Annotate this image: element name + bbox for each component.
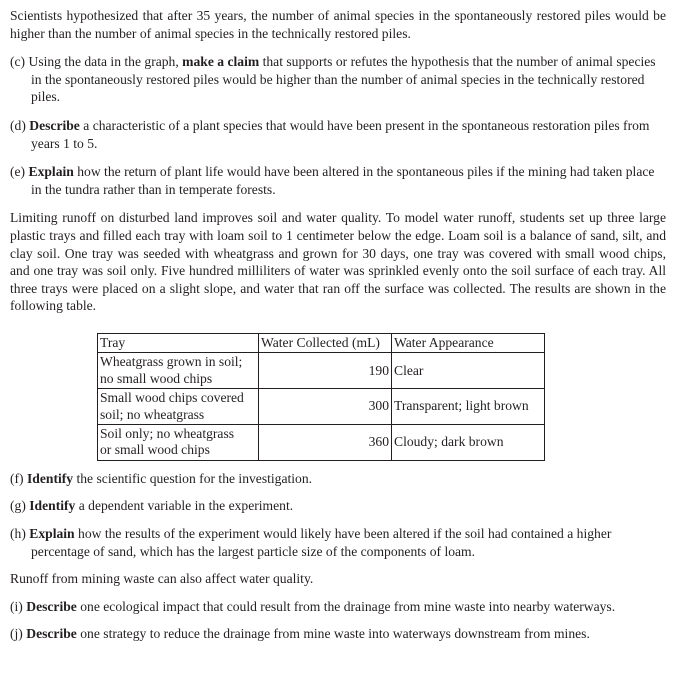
question-j xyxy=(10,625,666,643)
question-h xyxy=(10,525,666,560)
question-j-verb: Describe xyxy=(26,626,77,642)
tray-line: soil; no wheatgrass xyxy=(100,406,205,422)
table-header-row xyxy=(98,333,545,352)
question-j-text: one strategy to reduce the drainage from mine waste into waterways downstream from mines. xyxy=(80,626,590,642)
tray-line: Wheatgrass grown in soil; xyxy=(100,354,243,370)
question-f-verb: Identify xyxy=(27,470,74,486)
cell-water-appearance: Transparent; light brown xyxy=(392,389,545,425)
question-c-verb: make a claim xyxy=(182,54,260,70)
cell-water-appearance: Clear xyxy=(392,353,545,389)
question-e-verb: Explain xyxy=(28,164,74,180)
cell-tray xyxy=(98,389,259,425)
header-tray: Tray xyxy=(98,333,259,352)
runoff-paragraph: Limiting runoff on disturbed land improves soil and water quality. To model water runoff, students set up three large plastic trays and filled each tray with loam soil to 1 centimeter below the edge. Loam soil is a balance of sand, silt, and clay soil. One tray was seeded with wheatgrass and grown for 30 days, one tray was covered with small wood chips, and one tray was soil only. Five hundred milliliters of water was sprinkled evenly onto the soil surface of each tray. All three trays were placed on a slight slope, and water that ran off the surface was collected. The results are shown in the following table. xyxy=(10,210,666,314)
question-g-label: (g) xyxy=(10,498,26,514)
question-j-label: (j) xyxy=(10,626,23,642)
question-e xyxy=(10,163,666,198)
tray-line: or small wood chips xyxy=(100,442,210,458)
question-i xyxy=(10,598,666,616)
runoff-results-table xyxy=(97,333,545,461)
question-d-verb: Describe xyxy=(29,117,80,133)
question-e-text: how the return of plant life would have been altered in the spontaneous piles if the mining had taken place in the tundra rather than in temperate forests. xyxy=(31,164,655,197)
question-c-text: that supports or refutes the hypothesis that the number of animal species in the spontaneously restored piles would be higher than the number of animal species in the technically restored piles. xyxy=(31,54,656,105)
header-water-appearance: Water Appearance xyxy=(392,333,545,352)
tray-line: Small wood chips covered xyxy=(100,390,244,406)
cell-tray xyxy=(98,353,259,389)
table-row xyxy=(98,389,545,425)
question-i-verb: Describe xyxy=(26,598,77,614)
question-h-label: (h) xyxy=(10,525,26,541)
question-f-text: the scientific question for the investigation. xyxy=(76,470,313,486)
cell-water-collected: 360 xyxy=(259,424,392,460)
tray-line: no small wood chips xyxy=(100,370,213,386)
header-water-collected: Water Collected (mL) xyxy=(259,333,392,352)
question-d-text: a characteristic of a plant species that would have been present in the spontaneous restoration piles from years 1 to 5. xyxy=(31,117,650,151)
cell-water-collected: 300 xyxy=(259,389,392,425)
question-i-text: one ecological impact that could result from the drainage from mine waste into nearby waterways. xyxy=(80,598,616,614)
tray-line: Soil only; no wheatgrass xyxy=(100,425,235,441)
cell-water-collected: 190 xyxy=(259,353,392,389)
question-c xyxy=(10,53,666,106)
document-page xyxy=(10,7,666,643)
cell-water-appearance: Cloudy; dark brown xyxy=(392,424,545,460)
question-g-verb: Identify xyxy=(29,498,76,514)
question-c-lead: Using the data in the graph, xyxy=(28,54,179,70)
question-f xyxy=(10,470,666,488)
cell-tray xyxy=(98,424,259,460)
question-h-verb: Explain xyxy=(29,525,75,541)
question-c-label: (c) xyxy=(10,54,26,70)
question-d xyxy=(10,117,666,152)
question-h-text: how the results of the experiment would likely have been altered if the soil had contained a higher percentage of sand, which has the largest particle size of the components of loam. xyxy=(31,525,612,559)
question-f-label: (f) xyxy=(10,470,24,486)
question-i-label: (i) xyxy=(10,598,23,614)
question-e-label: (e) xyxy=(10,164,26,180)
table-row xyxy=(98,353,545,389)
question-g xyxy=(10,497,666,515)
mining-paragraph: Runoff from mining waste can also affect water quality. xyxy=(10,571,314,587)
table-row xyxy=(98,424,545,460)
question-g-text: a dependent variable in the experiment. xyxy=(78,498,294,514)
hypothesis-paragraph: Scientists hypothesized that after 35 years, the number of animal species in the spontaneously restored piles would be higher than the number of animal species in the technically restored piles. xyxy=(10,8,666,41)
question-d-label: (d) xyxy=(10,117,26,133)
